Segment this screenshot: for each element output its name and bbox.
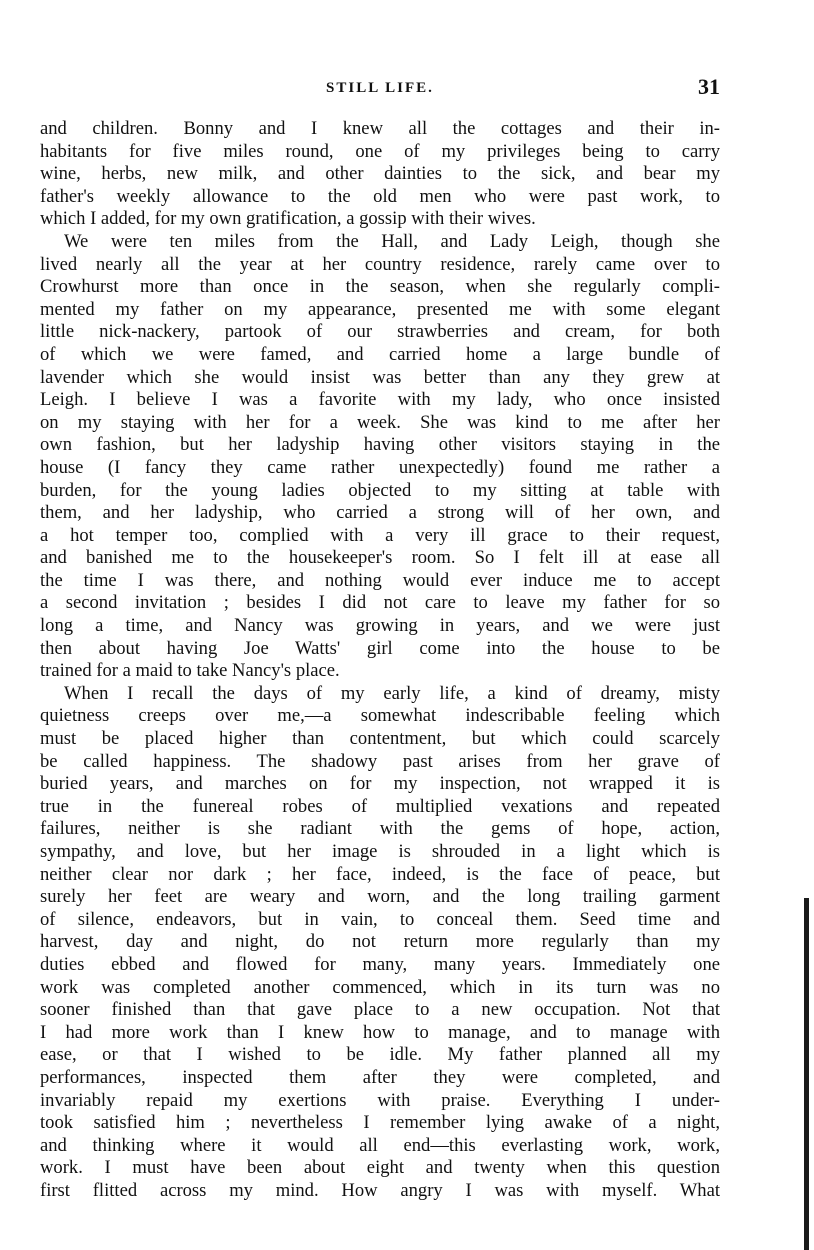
text-line: duties ebbed and flowed for many, many years. Immediately one <box>40 953 720 975</box>
text-line: little nick-nackery, partook of our strawberries and cream, for both <box>40 321 720 343</box>
text-line: of which we were famed, and carried home a large bundle of <box>40 343 720 365</box>
text-line: sympathy, and love, but her image is shrouded in a light which is <box>40 841 720 862</box>
text-line: own fashion, but her ladyship having other visitors staying in the <box>40 434 720 456</box>
text-line: which I added, for my own gratification, a gossip with their wives. <box>40 208 536 230</box>
text-line: and thinking where it would all end—this everlasting work, work, <box>40 1134 720 1156</box>
text-line: must be placed higher than contentment, but which could scarcely <box>40 728 720 750</box>
text-line: mented my father on my appearance, presented me with some elegant <box>40 298 720 320</box>
text-line: burden, for the young ladies objected to my sitting at table with <box>40 479 720 501</box>
text-line: I had more work than I knew how to manage, and to manage with <box>40 1021 720 1043</box>
page-header <box>40 74 720 104</box>
text-line: long a time, and Nancy was growing in years, and we were just <box>40 615 720 637</box>
text-line: father's weekly allowance to the old men who were past work, to <box>40 185 720 207</box>
body-text <box>40 118 720 1203</box>
text-line: Crowhurst more than once in the season, when she regularly compli- <box>40 276 720 298</box>
text-line: a hot temper too, complied with a very ill grace to their request, <box>40 524 720 546</box>
text-line: sooner finished than that gave place to a new occupation. Not that <box>40 999 720 1021</box>
text-line: work. I must have been about eight and twenty when this question <box>40 1157 720 1179</box>
text-line: failures, neither is she radiant with the gems of hope, action, <box>40 818 720 840</box>
text-line: harvest, day and night, do not return more regularly than my <box>40 931 720 953</box>
text-line: invariably repaid my exertions with praise. Everything I under- <box>40 1089 720 1111</box>
text-line: neither clear nor dark ; her face, indeed, is the face of peace, but <box>40 863 720 885</box>
text-line: performances, inspected them after they were completed, and <box>40 1066 720 1088</box>
text-line: house (I fancy they came rather unexpectedly) found me rather a <box>40 456 720 478</box>
text-line: lavender which she would insist was better than any they grew at <box>40 366 720 388</box>
text-line: and banished me to the housekeeper's room. So I felt ill at ease all <box>40 547 720 569</box>
text-line: of silence, endeavors, but in vain, to conceal them. Seed time and <box>40 908 720 930</box>
paragraph-first-line: When I recall the days of my early life, a kind of dreamy, misty <box>64 682 720 704</box>
text-line: a second invitation ; besides I did not care to leave my father for so <box>40 592 720 614</box>
text-line: lived nearly all the year at her country residence, rarely came over to <box>40 253 720 275</box>
text-line: took satisfied him ; nevertheless I remember lying awake of a night, <box>40 1112 720 1134</box>
page-edge-mark <box>804 898 809 1250</box>
running-head: STILL LIFE. <box>326 80 434 96</box>
text-line: the time I was there, and nothing would ever induce me to accept <box>40 569 720 591</box>
text-line: ease, or that I wished to be idle. My father planned all my <box>40 1044 720 1066</box>
text-line: and children. Bonny and I knew all the cottages and their in- <box>40 118 720 139</box>
text-line: buried years, and marches on for my inspection, not wrapped it is <box>40 773 720 795</box>
page-number: 31 <box>698 74 720 99</box>
text-line: surely her feet are weary and worn, and the long trailing garment <box>40 886 720 908</box>
text-line: wine, herbs, new milk, and other dainties to the sick, and bear my <box>40 163 720 185</box>
text-line: then about having Joe Watts' girl come into the house to be <box>40 637 720 659</box>
text-line: quietness creeps over me,—a somewhat indescribable feeling which <box>40 705 720 727</box>
text-line: first flitted across my mind. How angry I was with myself. What <box>40 1179 720 1201</box>
paragraph-first-line: We were ten miles from the Hall, and Lady Leigh, though she <box>64 230 720 252</box>
text-line: work was completed another commenced, which in its turn was no <box>40 976 720 998</box>
text-line: trained for a maid to take Nancy's place. <box>40 660 340 682</box>
text-line: true in the funereal robes of multiplied vexations and repeated <box>40 795 720 817</box>
text-line: on my staying with her for a week. She was kind to me after her <box>40 411 720 433</box>
text-line: habitants for five miles round, one of my privileges being to carry <box>40 140 720 162</box>
text-line: be called happiness. The shadowy past arises from her grave of <box>40 750 720 772</box>
text-line: them, and her ladyship, who carried a strong will of her own, and <box>40 502 720 524</box>
text-line: Leigh. I believe I was a favorite with my lady, who once insisted <box>40 389 720 411</box>
